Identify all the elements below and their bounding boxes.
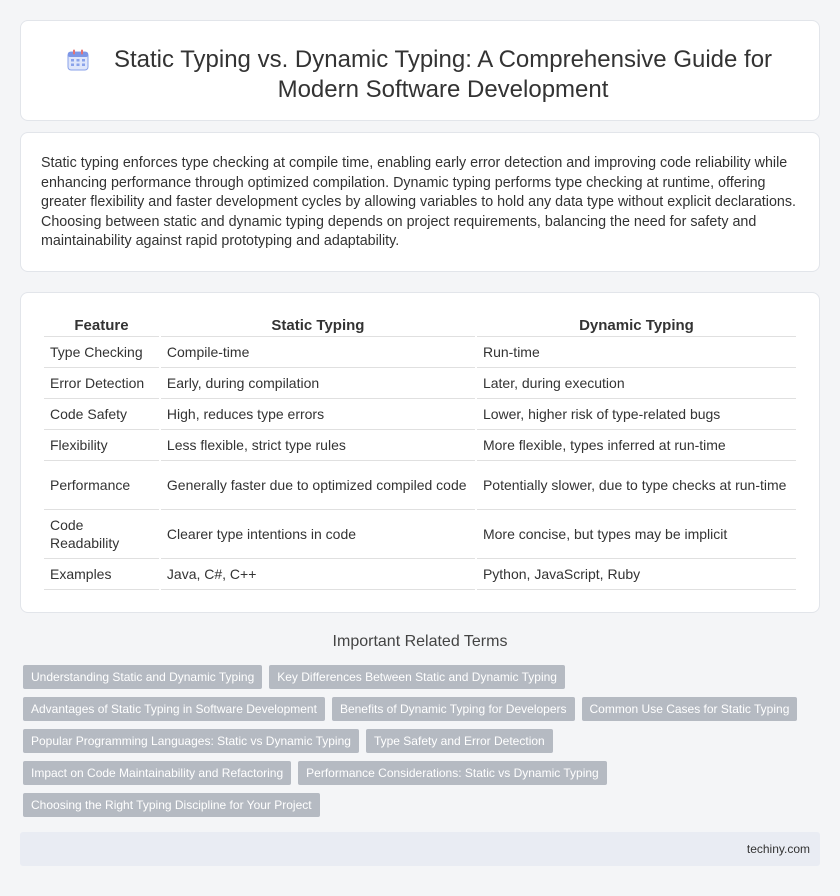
dynamic-cell: Potentially slower, due to type checks at run-time [477, 461, 796, 510]
page-title: Static Typing vs. Dynamic Typing: A Comprehensive Guide for Modern Software Development [113, 46, 773, 103]
table-row [44, 461, 796, 510]
dynamic-cell: Python, JavaScript, Ruby [477, 559, 796, 590]
related-term-tag[interactable]: Common Use Cases for Static Typing [582, 697, 798, 721]
dynamic-cell: Lower, higher risk of type-related bugs [477, 399, 796, 430]
table-row [44, 337, 796, 368]
feature-cell: Code Safety [44, 399, 159, 430]
table-row [44, 368, 796, 399]
static-cell: Early, during compilation [161, 368, 475, 399]
calendar-icon [67, 49, 89, 71]
related-term-tag[interactable]: Advantages of Static Typing in Software Development [23, 697, 325, 721]
static-cell: Less flexible, strict type rules [161, 430, 475, 461]
footer-brand[interactable]: techiny.com [746, 842, 810, 856]
related-term-tag[interactable]: Impact on Code Maintainability and Refactoring [23, 761, 291, 785]
related-term-tag[interactable]: Benefits of Dynamic Typing for Developers [332, 697, 575, 721]
table-row [44, 430, 796, 461]
comparison-table-card [20, 292, 820, 613]
table-row [44, 510, 796, 559]
feature-cell: Performance [44, 461, 159, 510]
dynamic-cell: More concise, but types may be implicit [477, 510, 796, 559]
footer [20, 832, 820, 866]
static-cell: Generally faster due to optimized compiled code [161, 461, 475, 510]
related-term-tag[interactable]: Popular Programming Languages: Static vs Dynamic Typing [23, 729, 359, 753]
intro-paragraph: Static typing enforces type checking at compile time, enabling early error detection and improving code reliability while enhancing performance through optimized compilation. Dynamic typing performs type checking at runtime, offering greater flexibility and faster development cycles by allowing variables to hold any data type without explicit declarations. Choosing between static and dynamic typing depends on project requirements, balancing the need for safety and maintainability against rapid prototyping and adaptability. [41, 155, 796, 249]
comparison-table [42, 313, 798, 590]
static-cell: Compile-time [161, 337, 475, 368]
table-header-row [44, 313, 796, 337]
related-term-tag[interactable]: Understanding Static and Dynamic Typing [23, 665, 262, 689]
dynamic-cell: More flexible, types inferred at run-time [477, 430, 796, 461]
feature-cell: Type Checking [44, 337, 159, 368]
header-static-typing: Static Typing [161, 313, 475, 337]
related-terms-title: Important Related Terms [332, 633, 508, 650]
header-feature: Feature [44, 313, 159, 337]
dynamic-cell: Run-time [477, 337, 796, 368]
table-row [44, 559, 796, 590]
static-cell: Java, C#, C++ [161, 559, 475, 590]
related-term-tag[interactable]: Key Differences Between Static and Dynamic Typing [269, 665, 565, 689]
table-row [44, 399, 796, 430]
header-dynamic-typing: Dynamic Typing [477, 313, 796, 337]
static-cell: Clearer type intentions in code [161, 510, 475, 559]
intro-card [20, 132, 820, 272]
feature-cell: Examples [44, 559, 159, 590]
dynamic-cell: Later, during execution [477, 368, 796, 399]
feature-cell: Error Detection [44, 368, 159, 399]
related-term-tag[interactable]: Performance Considerations: Static vs Dynamic Typing [298, 761, 607, 785]
related-term-tag[interactable]: Choosing the Right Typing Discipline for Your Project [23, 793, 320, 817]
feature-cell: Flexibility [44, 430, 159, 461]
static-cell: High, reduces type errors [161, 399, 475, 430]
related-term-tag[interactable]: Type Safety and Error Detection [366, 729, 553, 753]
header-card [20, 20, 820, 121]
related-terms-list [23, 665, 803, 825]
feature-cell: Code Readability [44, 510, 159, 559]
